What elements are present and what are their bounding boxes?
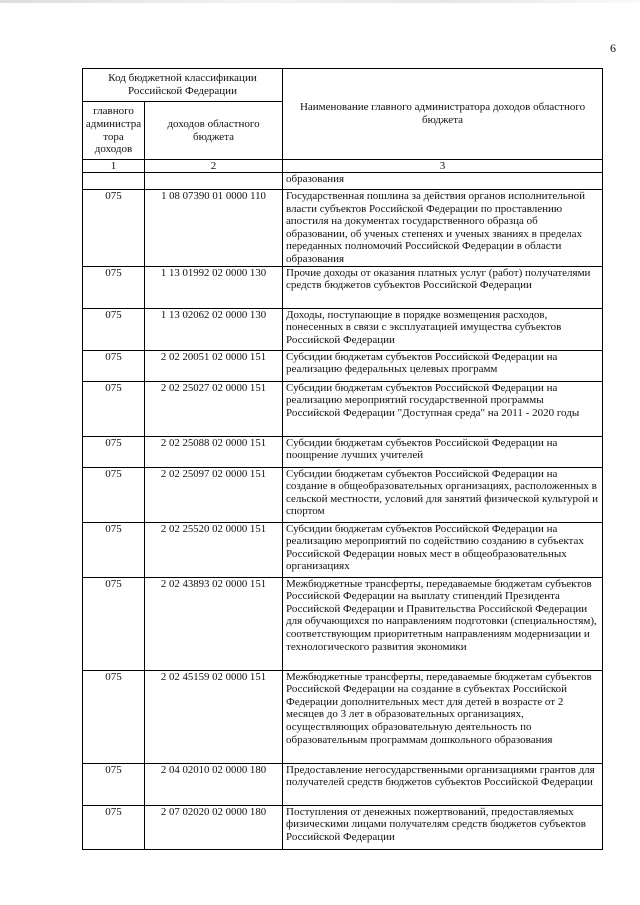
revenue-code-cell: 1 13 02062 02 0000 130 [145,308,283,350]
revenue-name-cell: образования [283,173,603,190]
revenue-name-cell: Субсидии бюджетам субъектов Российской Федерации на поощрение лучших учителей [283,436,603,467]
revenue-name-cell: Доходы, поступающие в порядке возмещения расходов, понесенных в связи с эксплуатацией имущества субъектов Российской Федерации [283,308,603,350]
revenue-code-cell: 2 02 25027 02 0000 151 [145,381,283,436]
revenue-code-cell: 2 07 02020 02 0000 180 [145,805,283,849]
admin-code-cell: 075 [83,577,145,670]
table-row [83,173,603,190]
admin-code-cell: 075 [83,467,145,522]
kbk-group-header: Код бюджетной классификации Российской Федерации [83,69,283,102]
table-row [83,308,603,350]
revenue-column-header: доходов областного бюджета [145,102,283,160]
admin-code-cell: 075 [83,670,145,763]
column-number-2: 2 [145,160,283,173]
revenue-name-cell: Предоставление негосударственными организациями грантов для получателей средств бюджетов субъектов Российской Федерации [283,763,603,805]
revenue-code-cell: 2 02 43893 02 0000 151 [145,577,283,670]
admin-column-header: главного администра тора доходов [83,102,145,160]
table-row [83,190,603,267]
admin-code-cell [83,173,145,190]
revenue-name-cell: Субсидии бюджетам субъектов Российской Федерации на реализацию мероприятий по содействию созданию в субъектах Российской Федерации новых мест в общеобразовательных организациях [283,522,603,577]
table-row [83,381,603,436]
revenue-name-cell: Поступления от денежных пожертвований, предоставляемых физическими лицами получателям средств бюджетов субъектов Российской Федерации [283,805,603,849]
admin-code-cell: 075 [83,805,145,849]
table-row [83,436,603,467]
table-row [83,350,603,381]
revenue-code-cell: 2 04 02010 02 0000 180 [145,763,283,805]
revenue-code-cell: 2 02 25520 02 0000 151 [145,522,283,577]
admin-code-cell: 075 [83,381,145,436]
admin-code-cell: 075 [83,350,145,381]
admin-code-cell: 075 [83,266,145,308]
revenue-name-cell: Межбюджетные трансферты, передаваемые бюджетам субъектов Российской Федерации на создание в субъектах Российской Федерации дополнительных мест для детей в возрасте от 2 месяцев до 3 лет в образовательных организациях, осуществляющих образовательную деятельность по образовательным программам дошкольного образования [283,670,603,763]
revenue-codes-table [82,68,603,850]
admin-code-cell: 075 [83,190,145,267]
name-column-header: Наименование главного администратора доходов областного бюджета [283,69,603,160]
revenue-code-cell [145,173,283,190]
revenue-code-cell: 2 02 20051 02 0000 151 [145,350,283,381]
table-row [83,522,603,577]
revenue-name-cell: Субсидии бюджетам субъектов Российской Федерации на создание в общеобразовательных организациях, расположенных в сельской местности, условий для занятий физической культурой и спортом [283,467,603,522]
admin-code-cell: 075 [83,522,145,577]
revenue-code-cell: 2 02 45159 02 0000 151 [145,670,283,763]
revenue-name-cell: Межбюджетные трансферты, передаваемые бюджетам субъектов Российской Федерации на выплату стипендий Президента Российской Федерации и Правительства Российской Федерации для обучающихся по направлениям подготовки (специальностям), соответствующим приоритетным направлениям модернизации и технологического развития экономики [283,577,603,670]
revenue-code-cell: 1 08 07390 01 0000 110 [145,190,283,267]
table-row [83,467,603,522]
revenue-name-cell: Субсидии бюджетам субъектов Российской Федерации на реализацию федеральных целевых программ [283,350,603,381]
scan-edge [0,0,640,3]
page-number: 6 [610,41,616,55]
column-number-1: 1 [83,160,145,173]
revenue-code-cell: 2 02 25097 02 0000 151 [145,467,283,522]
admin-code-cell: 075 [83,763,145,805]
table-row [83,577,603,670]
admin-code-cell: 075 [83,308,145,350]
table-row [83,763,603,805]
revenue-code-cell: 2 02 25088 02 0000 151 [145,436,283,467]
revenue-name-cell: Субсидии бюджетам субъектов Российской Федерации на реализацию мероприятий государственной программы Российской Федерации "Доступная среда" на 2011 - 2020 годы [283,381,603,436]
table-row [83,805,603,849]
revenue-name-cell: Государственная пошлина за действия органов исполнительной власти субъектов Российской Федерации по проставлению апостиля на документах государственного образца об образовании, об ученых степенях и ученых званиях в пределах переданных полномочий Российской Федерации в области образования [283,190,603,267]
admin-code-cell: 075 [83,436,145,467]
revenue-code-cell: 1 13 01992 02 0000 130 [145,266,283,308]
table-row [83,670,603,763]
table-row [83,266,603,308]
revenue-name-cell: Прочие доходы от оказания платных услуг (работ) получателями средств бюджетов субъектов Российской Федерации [283,266,603,308]
column-number-3: 3 [283,160,603,173]
